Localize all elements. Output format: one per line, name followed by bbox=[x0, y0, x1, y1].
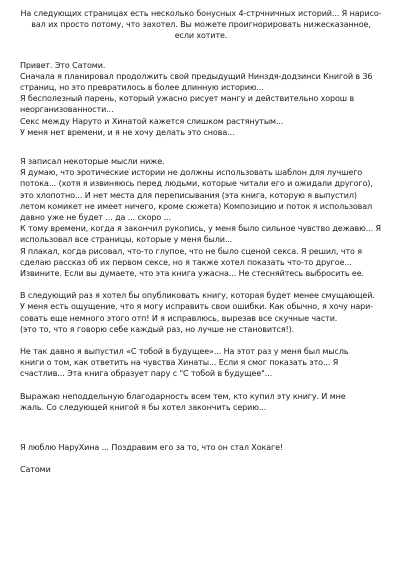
thoughts-line: это хлопотно... И нет места для переписывания (эта книга, которую я выпустил) bbox=[20, 190, 357, 200]
greeting-line: Сначала я планировал продолжить свой предыдущий Нинздя-додзинси Книгой в 36 bbox=[20, 71, 373, 81]
greeting-line: Секс между Наруто и Хинатой кажется слишком растянутым... bbox=[20, 116, 284, 126]
next-book-paragraph bbox=[14, 290, 388, 335]
greeting-line: Я бесполезный парень, который ужасно рисует мангу и действительно хорош в bbox=[20, 94, 355, 104]
intro-line: На следующих страницах есть несколько бонусных 4-стрчничных историй... Я нарисо- bbox=[20, 9, 382, 18]
next-book-line: (это то, что я говорю себе каждый раз, но лучше не становится!). bbox=[20, 324, 295, 334]
thanks-line: Выражаю неподдельную благодарность всем тем, кто купил эту книгу. И мне bbox=[20, 391, 346, 401]
next-book-line: совать еще немного этого отп! И я исправлюсь, вырезав все скучные части. bbox=[20, 313, 338, 323]
intro-paragraph bbox=[14, 8, 388, 42]
greeting-line: страниц, но это превратилось в более длинную историю... bbox=[20, 83, 264, 93]
greeting-line: неорганизованности... bbox=[20, 105, 114, 115]
thoughts-line: Я записал некоторые мысли ниже. bbox=[20, 157, 165, 167]
future-paragraph bbox=[14, 346, 388, 380]
thoughts-line: давно уже не будет ... да ... скоро ... bbox=[20, 213, 171, 223]
signature: Сатоми bbox=[20, 465, 51, 475]
greeting-line: Привет. Это Сатоми. bbox=[20, 60, 106, 70]
intro-line: если хотите. bbox=[174, 31, 228, 41]
thoughts-line: Я думаю, что эротические истории не должны использовать шаблон для лучшего bbox=[20, 168, 363, 178]
thoughts-line: Извините. Если вы думаете, что эта книга ужасна... Не стесняйтесь выбросить ее. bbox=[20, 269, 364, 279]
thoughts-line: сделаю рассказ об их первом сексе, но я также хотел показать что-то другое... bbox=[20, 257, 352, 267]
intro-line: вал их просто потому, что захотел. Вы можете проигнорировать нижесказанное, bbox=[31, 20, 371, 30]
greeting-paragraph bbox=[14, 60, 388, 138]
future-line: счастлив... Эта книга образует пару с "С тобой в будущее"... bbox=[20, 369, 273, 379]
next-book-line: У меня есть ощущение, что я могу исправить свои ошибки. Как обычно, я хочу нари- bbox=[20, 302, 374, 312]
future-line: книги о том, как ответить на чувства Хинаты... Если я смог показать это... Я bbox=[20, 358, 339, 368]
thoughts-paragraph bbox=[14, 156, 388, 279]
future-line: Не так давно я выпустил «С тобой в будущее»... На этот раз у меня был мысль bbox=[20, 347, 349, 357]
thoughts-line: летом комикет не имеет ничего, кроме сюжета) Композицию и поток я использовал bbox=[20, 201, 373, 211]
thanks-paragraph bbox=[14, 391, 388, 413]
thoughts-line: использовал все страницы, которые у меня были... bbox=[20, 235, 233, 245]
next-book-line: В следующий раз я хотел бы опубликовать книгу, которая будет менее смущающей. bbox=[20, 291, 375, 301]
thoughts-line: К тому времени, когда я закончил рукопись, у меня было сильное чувство дежавю... Я bbox=[20, 224, 381, 234]
thoughts-line: Я плакал, когда рисовал, что-то глупое, что не было сценой секса. Я решил, что я bbox=[20, 246, 362, 256]
thoughts-line: потока... (хотя я извиняюсь перед людьми, которые читали его и ожидали другого), bbox=[20, 179, 373, 189]
greeting-line: У меня нет времени, и я не хочу делать это снова... bbox=[20, 127, 235, 137]
closing-line: Я люблю НаруХина ... Поздравим его за то, что он стал Хокаге! bbox=[20, 443, 284, 453]
thanks-line: жаль. Со следующей книгой я бы хотел закончить серию... bbox=[20, 402, 267, 412]
